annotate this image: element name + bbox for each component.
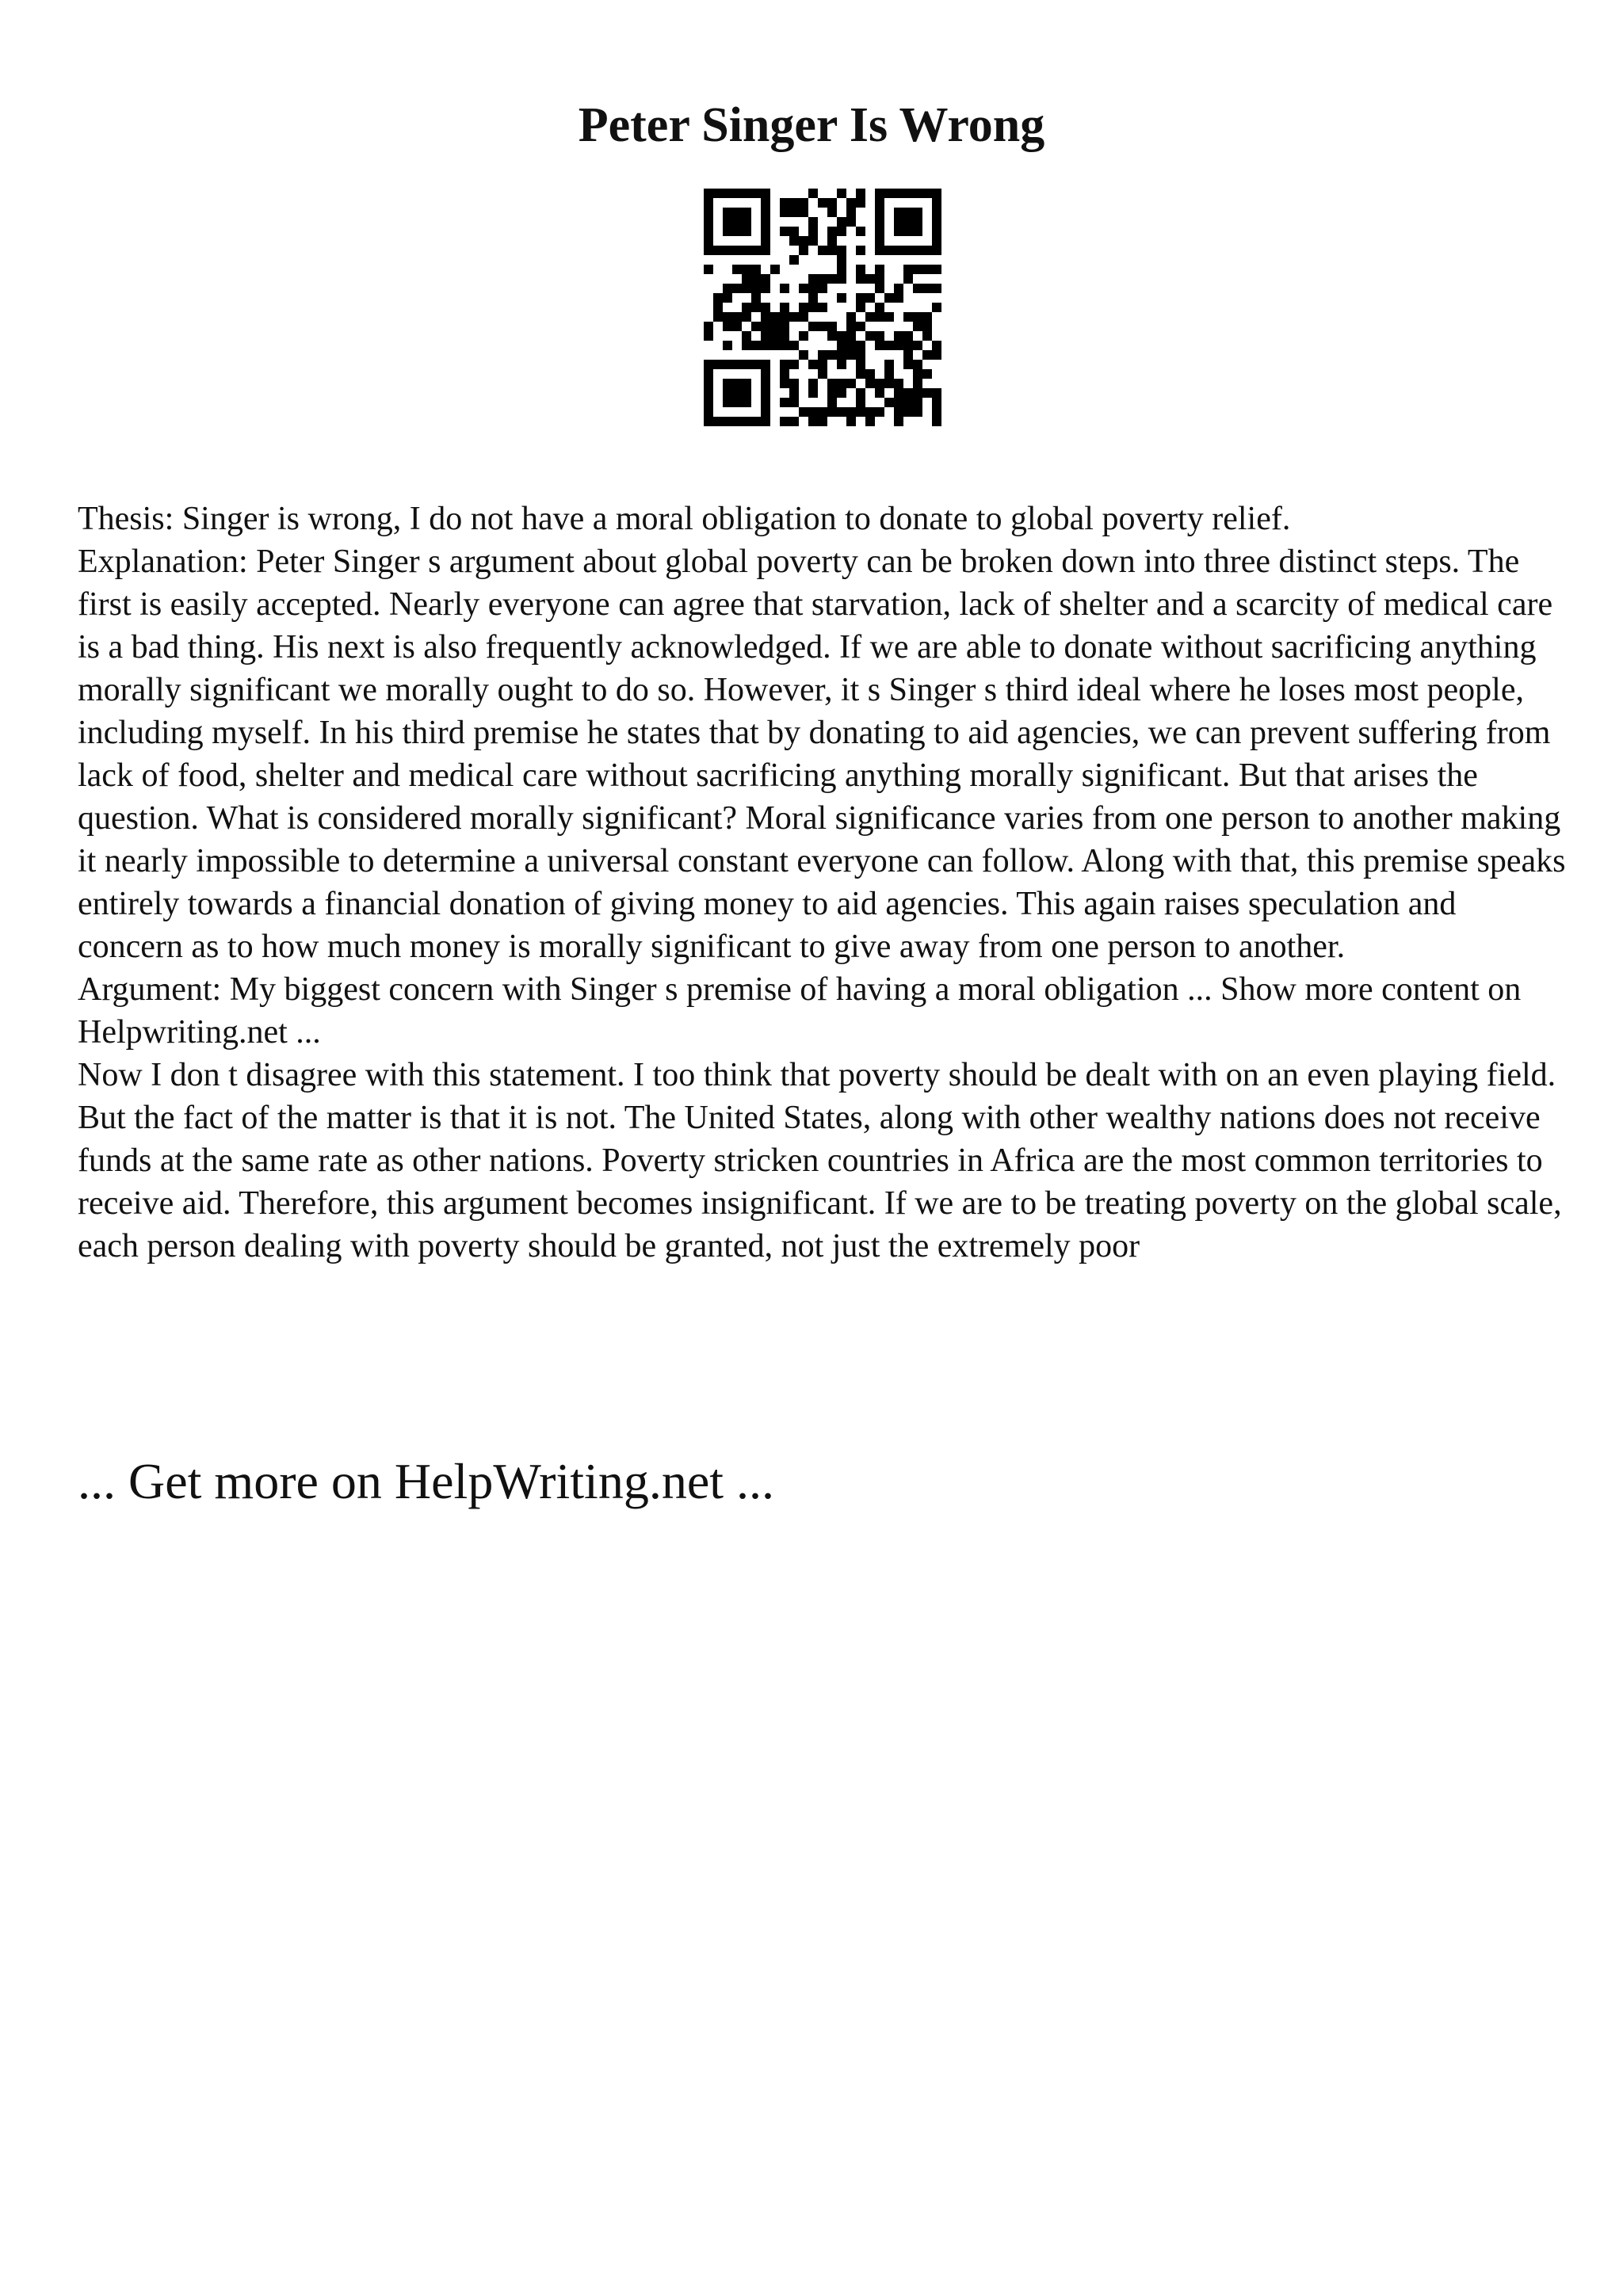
paragraph-explanation: Explanation: Peter Singer s argument about global poverty can be broken down into three distinct steps. The first is easily accepted. Nearly everyone can agree that starvation, lack of shelter and a scarcity of medical care is a bad thing. His next is also frequently acknowledged. If we are able to donate without sacrificing anything morally significant we morally ought to do so. However, it s Singer s third ideal where he loses most people, including myself. In his third premise he states that by donating to aid agencies, we can prevent suffering from lack of food, shelter and medical care without sacrificing anything morally significant. But that arises the question. What is considered morally significant? Moral significance varies from one person to another making it nearly impossible to determine a universal constant everyone can follow. Along with that, this premise speaks entirely towards a financial donation of giving money to aid agencies. This again raises speculation and concern as to how much money is morally significant to give away from one person to another. [78, 543, 1566, 965]
qr-code-icon [704, 189, 941, 426]
paragraph-thesis: Thesis: Singer is wrong, I do not have a moral obligation to donate to global poverty relief. [78, 501, 1291, 537]
paragraph-argument: Argument: My biggest concern with Singer s premise of having a moral obligation ... Show more content on Helpwriting.net ... [78, 971, 1522, 1051]
get-more-link[interactable]: ... Get more on HelpWriting.net ... [78, 1453, 774, 1509]
document-body [78, 498, 1568, 1268]
paragraph-rebuttal: Now I don t disagree with this statement. I too think that poverty should be dealt with on an even playing field. But the fact of the matter is that it is not. The United States, along with other wealthy nations does not receive funds at the same rate as other nations. Poverty stricken countries in Africa are the most common territories to receive aid. Therefore, this argument becomes insignificant. If we are to be treating poverty on the global scale, each person dealing with poverty should be granted, not just the extremely poor [78, 1057, 1562, 1264]
document-title: Peter Singer Is Wrong [578, 98, 1045, 152]
